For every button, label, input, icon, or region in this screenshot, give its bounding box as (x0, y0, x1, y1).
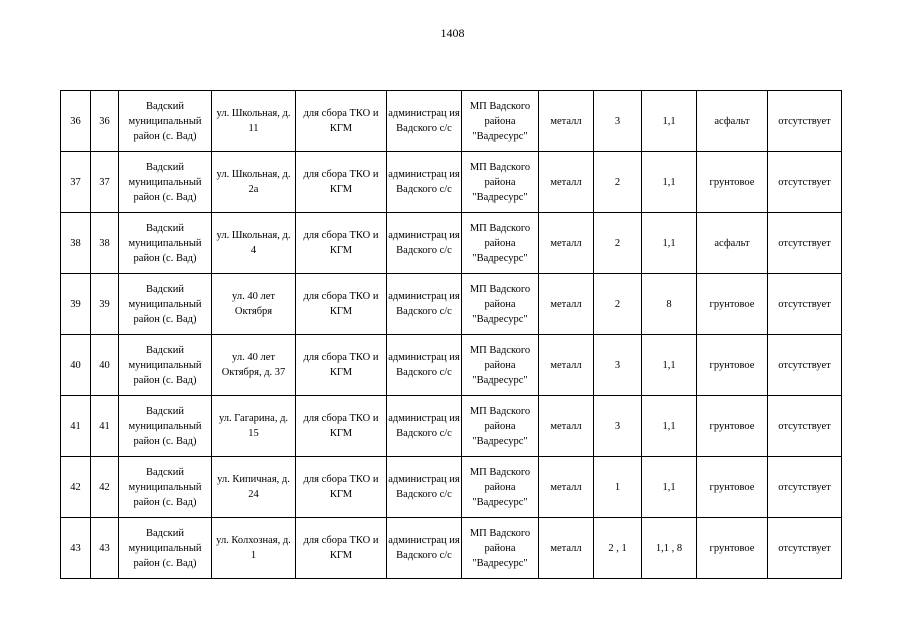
purpose-cell: для сбора ТКО и КГМ (296, 335, 387, 396)
table-row (61, 335, 842, 396)
owner-cell: администрац ия Вадского с/с (387, 91, 462, 152)
row-number-cell: 39 (61, 274, 91, 335)
owner-cell: администрац ия Вадского с/с (387, 396, 462, 457)
row-number-cell: 43 (61, 518, 91, 579)
district-cell: Вадский муниципальный район (с. Вад) (119, 152, 212, 213)
material-cell: металл (539, 91, 594, 152)
table-body (61, 91, 842, 579)
address-cell: ул. Гагарина, д. 15 (212, 396, 296, 457)
object-number-cell: 41 (91, 396, 119, 457)
container-count-cell: 2 , 1 (594, 518, 642, 579)
container-count-cell: 2 (594, 152, 642, 213)
address-cell: ул. 40 лет Октября (212, 274, 296, 335)
material-cell: металл (539, 274, 594, 335)
purpose-cell: для сбора ТКО и КГМ (296, 91, 387, 152)
fence-cell: отсутствует (768, 213, 842, 274)
surface-cell: грунтовое (697, 396, 768, 457)
fence-cell: отсутствует (768, 518, 842, 579)
owner-cell: администрац ия Вадского с/с (387, 152, 462, 213)
container-count-cell: 2 (594, 274, 642, 335)
object-number-cell: 36 (91, 91, 119, 152)
address-cell: ул. Колхозная, д. 1 (212, 518, 296, 579)
surface-cell: грунтовое (697, 518, 768, 579)
operator-cell: МП Вадского района "Вадресурс" (462, 213, 539, 274)
material-cell: металл (539, 518, 594, 579)
table-row (61, 91, 842, 152)
row-number-cell: 36 (61, 91, 91, 152)
fence-cell: отсутствует (768, 91, 842, 152)
table-row (61, 152, 842, 213)
object-number-cell: 43 (91, 518, 119, 579)
purpose-cell: для сбора ТКО и КГМ (296, 152, 387, 213)
fence-cell: отсутствует (768, 396, 842, 457)
operator-cell: МП Вадского района "Вадресурс" (462, 152, 539, 213)
container-volume-cell: 1,1 , 8 (642, 518, 697, 579)
purpose-cell: для сбора ТКО и КГМ (296, 518, 387, 579)
surface-cell: грунтовое (697, 274, 768, 335)
row-number-cell: 42 (61, 457, 91, 518)
owner-cell: администрац ия Вадского с/с (387, 213, 462, 274)
material-cell: металл (539, 213, 594, 274)
container-volume-cell: 1,1 (642, 152, 697, 213)
table-row (61, 457, 842, 518)
material-cell: металл (539, 396, 594, 457)
container-volume-cell: 1,1 (642, 213, 697, 274)
surface-cell: грунтовое (697, 152, 768, 213)
page-number: 1408 (440, 26, 465, 40)
purpose-cell: для сбора ТКО и КГМ (296, 396, 387, 457)
district-cell: Вадский муниципальный район (с. Вад) (119, 335, 212, 396)
district-cell: Вадский муниципальный район (с. Вад) (119, 274, 212, 335)
container-volume-cell: 8 (642, 274, 697, 335)
table-row (61, 274, 842, 335)
district-cell: Вадский муниципальный район (с. Вад) (119, 518, 212, 579)
container-volume-cell: 1,1 (642, 91, 697, 152)
container-count-cell: 1 (594, 457, 642, 518)
table-row (61, 396, 842, 457)
material-cell: металл (539, 335, 594, 396)
operator-cell: МП Вадского района "Вадресурс" (462, 457, 539, 518)
address-cell: ул. Школьная, д. 4 (212, 213, 296, 274)
object-number-cell: 39 (91, 274, 119, 335)
registry-table (60, 90, 842, 579)
operator-cell: МП Вадского района "Вадресурс" (462, 91, 539, 152)
row-number-cell: 38 (61, 213, 91, 274)
operator-cell: МП Вадского района "Вадресурс" (462, 274, 539, 335)
owner-cell: администрац ия Вадского с/с (387, 274, 462, 335)
surface-cell: асфальт (697, 213, 768, 274)
owner-cell: администрац ия Вадского с/с (387, 518, 462, 579)
fence-cell: отсутствует (768, 457, 842, 518)
surface-cell: асфальт (697, 91, 768, 152)
container-volume-cell: 1,1 (642, 457, 697, 518)
district-cell: Вадский муниципальный район (с. Вад) (119, 457, 212, 518)
table-row (61, 518, 842, 579)
operator-cell: МП Вадского района "Вадресурс" (462, 335, 539, 396)
fence-cell: отсутствует (768, 335, 842, 396)
material-cell: металл (539, 457, 594, 518)
operator-cell: МП Вадского района "Вадресурс" (462, 396, 539, 457)
surface-cell: грунтовое (697, 457, 768, 518)
row-number-cell: 37 (61, 152, 91, 213)
container-count-cell: 2 (594, 213, 642, 274)
address-cell: ул. Школьная, д. 2а (212, 152, 296, 213)
purpose-cell: для сбора ТКО и КГМ (296, 213, 387, 274)
purpose-cell: для сбора ТКО и КГМ (296, 274, 387, 335)
district-cell: Вадский муниципальный район (с. Вад) (119, 396, 212, 457)
address-cell: ул. Школьная, д. 11 (212, 91, 296, 152)
owner-cell: администрац ия Вадского с/с (387, 335, 462, 396)
owner-cell: администрац ия Вадского с/с (387, 457, 462, 518)
container-count-cell: 3 (594, 335, 642, 396)
surface-cell: грунтовое (697, 335, 768, 396)
operator-cell: МП Вадского района "Вадресурс" (462, 518, 539, 579)
table-row (61, 213, 842, 274)
container-count-cell: 3 (594, 91, 642, 152)
object-number-cell: 40 (91, 335, 119, 396)
container-count-cell: 3 (594, 396, 642, 457)
address-cell: ул. Кипичная, д. 24 (212, 457, 296, 518)
purpose-cell: для сбора ТКО и КГМ (296, 457, 387, 518)
district-cell: Вадский муниципальный район (с. Вад) (119, 91, 212, 152)
row-number-cell: 41 (61, 396, 91, 457)
address-cell: ул. 40 лет Октября, д. 37 (212, 335, 296, 396)
object-number-cell: 38 (91, 213, 119, 274)
fence-cell: отсутствует (768, 152, 842, 213)
row-number-cell: 40 (61, 335, 91, 396)
object-number-cell: 42 (91, 457, 119, 518)
object-number-cell: 37 (91, 152, 119, 213)
material-cell: металл (539, 152, 594, 213)
fence-cell: отсутствует (768, 274, 842, 335)
container-volume-cell: 1,1 (642, 396, 697, 457)
district-cell: Вадский муниципальный район (с. Вад) (119, 213, 212, 274)
container-volume-cell: 1,1 (642, 335, 697, 396)
